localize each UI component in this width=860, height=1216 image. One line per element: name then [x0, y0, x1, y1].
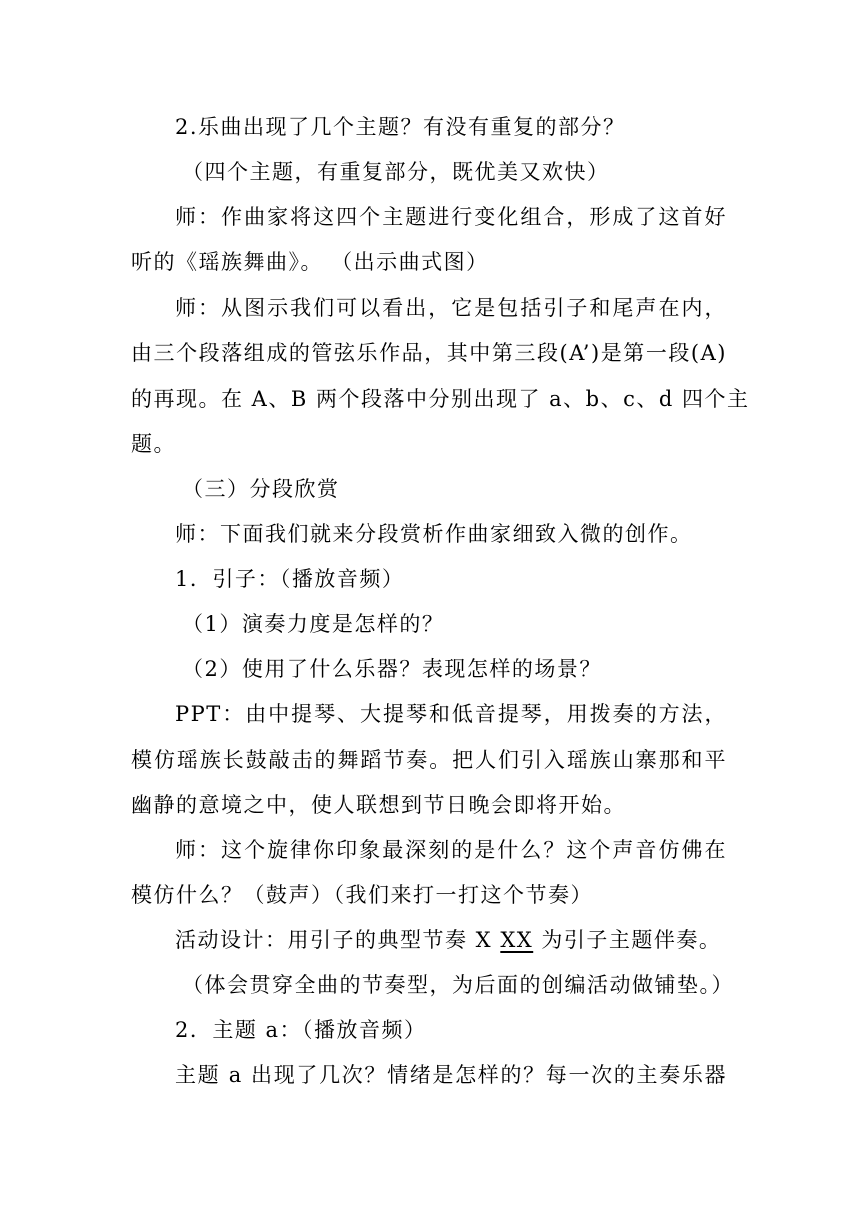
intro-heading: 1．引子：（播放音频）: [175, 567, 405, 591]
answer-themes: （四个主题，有重复部分，既优美又欢快）: [182, 160, 610, 184]
theme-a-heading: 2．主题 a：（播放音频）: [175, 1018, 427, 1042]
theme-a-question: 主题 a 出现了几次？情绪是怎样的？每一次的主奏乐器: [175, 1063, 727, 1087]
teacher-line: 师：作曲家将这四个主题进行变化组合，形成了这首好: [175, 205, 727, 229]
teacher-diagram-line: 师：从图示我们可以看出，它是包括引子和尾声在内，: [175, 296, 727, 320]
section-heading: （三）分段欣赏: [182, 477, 340, 501]
teacher-rhythm-line: 师：这个旋律你印象最深刻的是什么？这个声音仿佛在: [175, 838, 727, 862]
teacher-rhythm-line-cont: 模仿什么？（鼓声）（我们来打一打这个节奏）: [131, 883, 593, 907]
activity-note: （体会贯穿全曲的节奏型，为后面的创编活动做铺垫。）: [182, 973, 734, 997]
rhythm-notation: XX: [500, 928, 534, 952]
ppt-line-cont: 模仿瑶族长鼓敲击的舞蹈节奏。把人们引入瑶族山寨那和平: [131, 748, 727, 772]
teacher-diagram-line-end: 题。: [131, 432, 176, 456]
activity-suffix: 为引子主题伴奏。: [533, 928, 722, 952]
teacher-diagram-line-cont: 由三个段落组成的管弦乐作品，其中第三段(A’)是第一段(A): [131, 341, 727, 365]
intro-question-2: （2）使用了什么乐器？表现怎样的场景？: [182, 657, 602, 681]
teacher-line-cont: 听的《瑶族舞曲》。 （出示曲式图）: [131, 250, 489, 274]
ppt-line-end: 幽静的意境之中，使人联想到节日晚会即将开始。: [131, 793, 626, 817]
activity-design-line: [175, 925, 785, 955]
teacher-intro-line: 师：下面我们就来分段赏析作曲家细致入微的创作。: [175, 522, 693, 546]
activity-prefix: 活动设计：用引子的典型节奏 X: [175, 928, 501, 952]
ppt-line: PPT：由中提琴、大提琴和低音提琴，用拨奏的方法，: [175, 702, 727, 726]
intro-question-1: （1）演奏力度是怎样的？: [182, 612, 445, 636]
question-themes: 2.乐曲出现了几个主题？有没有重复的部分？: [175, 115, 626, 139]
teacher-diagram-line-cont: 的再现。在 A、B 两个段落中分别出现了 a、b、c、d 四个主: [131, 387, 750, 411]
